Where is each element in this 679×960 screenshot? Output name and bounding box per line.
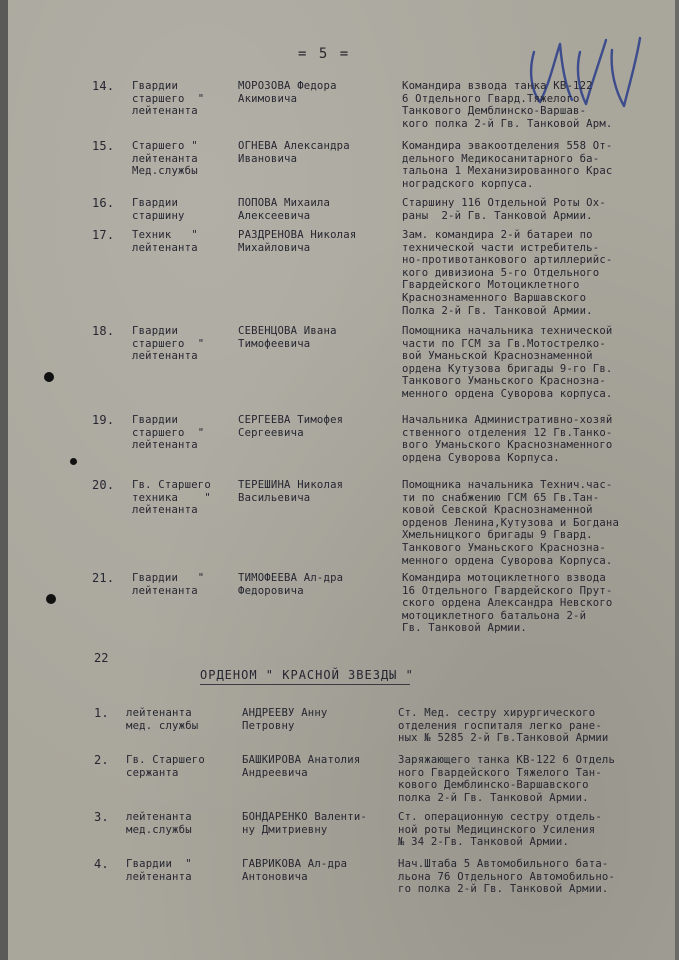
name-line: Ивановича xyxy=(238,152,298,165)
description-line: ной роты Медицинского Усиления xyxy=(398,823,596,836)
name-line: Сергеевича xyxy=(238,426,304,439)
rank-line: лейтенанта xyxy=(132,105,198,118)
punch-hole xyxy=(46,594,56,604)
rank-line: старшего " xyxy=(132,337,205,350)
name-line: МОРОЗОВА Федора xyxy=(238,80,337,92)
description-line: Командира эвакоотделения 558 От- xyxy=(402,140,613,152)
description-line: ского ордена Александра Невского xyxy=(402,597,613,610)
description-line: ордена Суворова Корпуса. xyxy=(402,451,560,464)
rank-line: старшего " xyxy=(132,426,205,439)
description-line: Краснознаменного Варшавского xyxy=(402,292,587,304)
entry-number: 2. xyxy=(94,753,109,767)
name-line: СЕРГЕЕВА Тимофея xyxy=(238,414,344,426)
entry-number: 1. xyxy=(94,706,109,720)
description-line: Гв. Танковой Армии. xyxy=(402,622,527,635)
rank-line: лейтенанта xyxy=(126,870,192,883)
name-line: ТЕРЕШИНА Николая xyxy=(238,479,344,491)
rank-line: Техник " xyxy=(132,229,198,241)
rank-line: мед.службы xyxy=(126,823,192,836)
description-line: ордена Кутузова бригады 9-го Гв. xyxy=(402,362,613,375)
name-line: БОНДАРЕНКО Валенти- xyxy=(242,811,367,823)
name-line: ну Дмитриевну xyxy=(242,823,328,836)
description-line: раны 2-й Гв. Танковой Армии. xyxy=(402,209,593,222)
entry-number: 21. xyxy=(92,571,115,585)
description-line: ноградского корпуса. xyxy=(402,177,534,190)
name-line: ГАВРИКОВА Ал-дра xyxy=(242,858,348,870)
description-line: Ст. операционную сестру отдель- xyxy=(398,811,602,823)
description-line: 16 Отдельного Гвардейского Прут- xyxy=(402,584,613,597)
description-line: Командира мотоциклетного взвода xyxy=(402,572,606,584)
entry-number: 18. xyxy=(92,324,115,338)
description-line: Нач.Штаба 5 Автомобильного бата- xyxy=(398,858,609,870)
description-line: ных № 5285 2-й Гв.Танковой Армии xyxy=(398,732,609,745)
rank-line: лейтенанта xyxy=(132,350,198,363)
rank-line: Гв. Старшего xyxy=(132,479,211,491)
description-line: Командира взвода танка КВ-122 xyxy=(402,80,593,92)
rank-line: лейтенанта xyxy=(132,439,198,452)
name-line: Андреевича xyxy=(242,766,308,779)
name-line: АНДРЕЕВУ Анну xyxy=(242,707,328,719)
heading-underline xyxy=(200,684,410,685)
description-line: отделения госпиталя легко ране- xyxy=(398,719,602,732)
rank-line: лейтенанта xyxy=(132,504,198,517)
description-line: Старшину 116 Отдельной Роты Ох- xyxy=(402,197,606,209)
description-line: Хмельницкого бригады 9 Гвард. xyxy=(402,529,593,542)
rank-line: лейтенанта xyxy=(132,584,198,597)
description-line: Заряжающего танка КВ-122 6 Отдель xyxy=(398,754,616,766)
entry-number: 14. xyxy=(92,79,115,93)
entry-number: 3. xyxy=(94,810,109,824)
description-line: кого полка 2-й Гв. Танковой Арм. xyxy=(402,117,613,130)
name-line: Антоновича xyxy=(242,870,308,883)
rank-line: лейтенанта xyxy=(126,811,192,823)
description-line: вой Уманьской Краснознаменной xyxy=(402,350,593,363)
rank-line: лейтенанта xyxy=(126,707,192,719)
rank-line: Гвардии xyxy=(132,325,179,337)
page-right-edge xyxy=(675,0,679,960)
description-line: Танкового Уманьского Краснозна- xyxy=(402,542,606,554)
description-line: Танкового Демблинско-Варшав- xyxy=(402,105,587,118)
rank-line: лейтенанта xyxy=(132,152,198,165)
description-line: Начальника Административно-хозяй xyxy=(402,414,613,426)
name-line: ПОПОВА Михаила xyxy=(238,197,331,209)
description-line: Помощника начальника Технич.час- xyxy=(402,479,613,491)
description-line: кового Демблинско-Варшавского xyxy=(398,779,589,792)
rank-line: сержанта xyxy=(126,766,179,779)
description-line: вого Уманьского Краснознаменного xyxy=(402,439,613,452)
description-line: дельного Медикосанитарного ба- xyxy=(402,152,600,165)
rank-line: Гвардии xyxy=(132,414,179,426)
page-left-edge xyxy=(0,0,8,960)
entry-number: 17. xyxy=(92,228,115,242)
description-line: Танкового Уманьского Краснозна- xyxy=(402,375,606,388)
entry-number: 20. xyxy=(92,478,115,492)
rank-line: Мед.службы xyxy=(132,165,198,178)
description-line: го полка 2-й Гв. Танковой Армии. xyxy=(398,883,609,896)
rank-line: Гвардии xyxy=(132,197,179,209)
rank-line: старшего " xyxy=(132,92,205,105)
description-line: льона 76 Отдельного Автомобильно- xyxy=(398,870,616,883)
description-line: менного ордена Суворова Корпуса. xyxy=(402,554,613,567)
description-line: менного ордена Суворова корпуса. xyxy=(402,388,613,400)
description-line: но-противотанкового артиллерийс- xyxy=(402,254,613,267)
name-line: ТИМОФЕЕВА Ал-дра xyxy=(238,572,344,584)
description-line: ного Гвардейского Тяжелого Тан- xyxy=(398,766,602,779)
name-line: Алексеевича xyxy=(238,209,311,222)
punch-hole xyxy=(44,372,54,382)
rank-line: Гвардии " xyxy=(126,858,192,870)
name-line: Тимофеевича xyxy=(238,337,311,350)
name-line: РАЗДРЕНОВА Николая xyxy=(238,229,357,241)
name-line: Федоровича xyxy=(238,584,304,597)
section-heading: ОРДЕНОМ " КРАСНОЙ ЗВЕЗДЫ " xyxy=(200,668,414,682)
description-line: Помощника начальника технической xyxy=(402,325,613,337)
description-line: Полка 2-й Гв. Танковой Армии. xyxy=(402,304,593,317)
description-line: полка 2-й Гв. Танковой Армии. xyxy=(398,791,589,804)
description-line: части по ГСМ за Гв.Мотострелко- xyxy=(402,337,606,350)
rank-line: лейтенанта xyxy=(132,241,198,254)
description-line: ковой Севской Краснознаменной xyxy=(402,504,593,517)
name-line: Михайловича xyxy=(238,241,311,254)
entry-number: 16. xyxy=(92,196,115,210)
rank-line: техника " xyxy=(132,491,211,504)
rank-line: Старшего " xyxy=(132,140,198,152)
description-line: технической части истребитель- xyxy=(402,241,600,254)
name-line: Васильевича xyxy=(238,491,311,504)
description-line: Ст. Мед. сестру хирургического xyxy=(398,707,596,719)
name-line: Акимовича xyxy=(238,92,298,105)
rank-line: мед. службы xyxy=(126,719,199,732)
name-line: БАШКИРОВА Анатолия xyxy=(242,754,361,766)
description-line: 6 Отдельного Гвард.Тяжелого xyxy=(402,92,580,105)
name-line: ОГНЕВА Александра xyxy=(238,140,350,152)
rank-line: Гвардии " xyxy=(132,572,205,584)
page-number: = 5 = xyxy=(298,46,351,62)
entry-number: 4. xyxy=(94,857,109,871)
description-line: тальона 1 Механизированного Крас xyxy=(402,165,613,178)
description-line: орденов Ленина,Кутузова и Богдана xyxy=(402,516,620,529)
entry-number-22: 22 xyxy=(94,651,109,665)
entry-number: 15. xyxy=(92,139,115,153)
name-line: Петровну xyxy=(242,719,295,732)
rank-line: старшину xyxy=(132,209,185,222)
rank-line: Гв. Старшего xyxy=(126,754,205,766)
description-line: № 34 2-Гв. Танковой Армии. xyxy=(398,836,570,849)
name-line: СЕВЕНЦОВА Ивана xyxy=(238,325,337,337)
description-line: Зам. командира 2-й батареи по xyxy=(402,229,593,241)
description-line: мотоциклетного батальона 2-й xyxy=(402,609,587,622)
rank-line: Гвардии xyxy=(132,80,179,92)
description-line: Гвардейского Мотоциклетного xyxy=(402,279,580,292)
description-line: ственного отделения 12 Гв.Танко- xyxy=(402,426,613,439)
description-line: ти по снабжению ГСМ 65 Гв.Тан- xyxy=(402,491,600,504)
entry-number: 19. xyxy=(92,413,115,427)
description-line: кого дивизиона 5-го Отдельного xyxy=(402,266,600,279)
punch-hole xyxy=(70,458,77,465)
